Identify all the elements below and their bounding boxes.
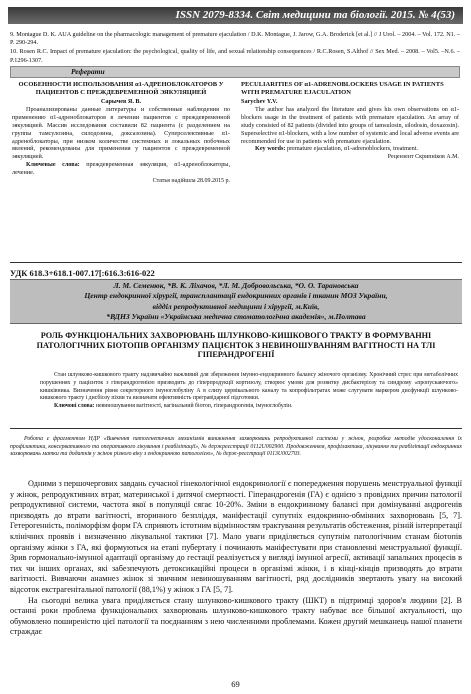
keywords-label: Ключові слова: <box>54 403 95 410</box>
abstract-en-keywords <box>241 145 459 153</box>
keywords-label: Ключевые слова: <box>26 160 80 168</box>
funding-note: Робота є фрагментом НДР «Вивчення патогенетичних механізмів виникнення захворювань репродуктивної системи у жінок, розробка методів удосконалення їх профілактики, консервативного та оперативного лікування і реабілітації», № держреєстрації 0112U002900. Продовженням, профілактика, лікування та реабілітації ендокринних захворювань матки та додатків у жінок різного віку з ендокринною патологією», № держ-реєстрації 0113U002703. <box>10 436 462 458</box>
keywords-value: невиношування вагітності, вагінальний біотоп, гіперандрогенія, імуноглобулін. <box>95 403 293 410</box>
keywords-label: Key words: <box>255 145 286 153</box>
affiliation-line: Центр ендокринної хірургії, трансплантації ендокринних органів і тканин МОЗ України, <box>84 291 388 301</box>
section-heading-label: Реферати <box>71 67 105 76</box>
abstract-ru-title: ОСОБЕННОСТИ ИСПОЛЬЗОВАНИЯ α1-АДРЕНОБЛОКАТОРОВ У ПАЦИЕНТОВ С ПРЕЖДЕВРЕМЕННОЙ ЭЯКУЛЯЦИЕЙ <box>18 81 224 96</box>
authors-affiliations <box>10 279 462 324</box>
abstract-ru <box>12 81 230 185</box>
keywords-value: преждевременная эякуляция, α1-адреноблокаторы, лечение. <box>12 160 230 176</box>
affiliation-line: *ВДНЗ України «Українська медична стоматологічна академія», м.Полтава <box>106 311 366 321</box>
journal-header-text: ISSN 2079-8334. Світ медицини та біології. 2015. № 4(53) <box>175 9 455 21</box>
article-title: РОЛЬ ФУНКЦІОНАЛЬНИХ ЗАХВОРЮВАНЬ ШЛУНКОВО-КИШКОВОГО ТРАКТУ В ФОРМУВАННІ ПАТОЛОГІЧНИХ БІОТОПІВ ОРГАНІЗМУ ПАЦІЄНТОК З НЕВИНОШУВАННЯМ ВАГІТНОСТІ НА ТЛІ ГІПЕРАНДРОГЕНІЇ <box>36 331 436 360</box>
section-heading-referaty <box>10 66 460 78</box>
reviewer: Рецензент Скрипніков А.М. <box>387 154 459 161</box>
reference-item: 10. Rosen R.C. Impact of premature ejaculation: the psychological, quality of life, and sexual relationship consequences / R.C.Rosen, S.Althof // Sex Med. – 2008. – Vol5. –N.6. – P.1296-1307. <box>10 48 460 64</box>
authors-line: Л. М. Семенюк, *В. К. Ліхачов, *Л. М. Добровольська, *О. О. Тарановська <box>113 281 359 290</box>
abstract-ua <box>40 372 458 411</box>
udk-code: УДК 618.3+618.1-007.17[:616.3:616-022 <box>10 268 155 278</box>
article-body <box>10 479 462 638</box>
divider <box>10 262 462 263</box>
abstract-en-author: Sarychev Y.V. <box>241 97 278 105</box>
abstract-en-title: PECULIARITIES OF α1-ADRENOBLOCKERS USAGE IN PATIENTS WITH PREMATURE EJACULATION <box>241 81 444 96</box>
reference-item: 9. Montague D. K. AUA guideline on the pharmacologic management of premature ejaculation / D.K. Montague, J. Jarow, G.A. Broderick [et al.] // J Urol. – 2004. – Vol. 172. N1. – P. 290-294. <box>10 31 460 47</box>
journal-header <box>8 7 463 24</box>
abstract-en-text: The author has analyzed the literature and gives his own observations on α1-blockers usage in the treatment of patients with premature ejaculation. An array of study consisted of 82 patients (divided into groups of tamsulosin, silodosin, doxazosin). Superselective α1-blockers, with a low number of systemic and local adverse events are recommended for use in patients with premature ejaculation. <box>241 106 459 145</box>
divider <box>10 428 462 429</box>
body-paragraph: Одними з першочергових завдань сучасної гінекологічної ендокринології є попередження порушень менструальної функції у жінок, репродуктивних втрат, материнської і дитячої смертності. Гіперандрогенія (ГА) є однією з провідних причин патології репродуктивної системи, частота якої в популяції сягає 10-20%. Зміни в ендокринному балансі при домінуванні андрогенів призводять до втрати вагітності, вторинного безпліддя, маніфестації супутніх ендокринно-обмінних захворювань [5, 7]. Гетерогенність, поліморфізм форм ГА сприяють істотним відмінностям трактування результатів обстеження, різній інтерпретації клінічних проявів і визначенню лікувальної тактики [7]. Мало уваги приділяється супутнім патологічним станам біотопів організму жінки з ГА, які формуються на етапі пубертату і починають маніфестувати при становленні менструальної функції. Зрив гормонально-імунної адаптації організму до гестації реалізується у вигляді імунної агресії, активації запальних процесів в тих чи інших органах, які забезпечують детоксикаційні процеси в організмі жінки, і в кінці-кінців призводять до втрати вагітності. Вивчаючи анамнез жінок зі звичним невиношуванням вагітності, ряд дослідників звертають увагу на високий відсоток екстрагенітальної патології (88,1%) у жінок з ГА [5, 7]. <box>10 479 462 594</box>
abstract-en <box>241 81 459 162</box>
reference-list <box>10 31 460 66</box>
abstract-ru-author: Сарычев Я. В. <box>100 97 142 105</box>
received-date: Статья надійшла 28.09.2015 р. <box>152 177 230 184</box>
abstract-ru-text: Проанализированы данные литературы и собственные наблюдения по применению α1-адреноблокаторов в лечении пациентов с преждевременной эякуляцией. Массив исследования составили 82 пациента (с разделением на группы тамсулозина, силодозина, доксазозина). Суперселективные α1-адреноблокаторы, при низком количестве системных и локальных побочных явлений, рекомендованы для применения у пациентов с преждевременной эякуляцией. <box>12 106 230 161</box>
keywords-value: premature ejaculation, α1-adrenoblockers, treatment. <box>286 145 419 153</box>
abstract-ua-keywords <box>40 403 458 411</box>
body-paragraph: На сьогодні велика увага приділяється стану шлунково-кишкового тракту (ШКТ) в підтримці здоров'я людини [2]. В останні роки проблема функціональних захворювань шлунково-кишкового тракту набуває все більшої актуальності, що обумовлено поширеністю цієї патології та поєднанням з нею численними проблемами. Кожен другий мешканець нашої планети страждає <box>10 595 462 637</box>
affiliation-line: відділ репродуктивної медицини і хірургії, м.Київ, <box>152 301 320 311</box>
abstract-ru-keywords <box>12 161 230 177</box>
abstract-ua-text: Стан шлунково-кишкового тракту надзвичайно важливий для збереження імунно-ендокринного балансу жіночого організму. Хронічний стрес при метаболічних порушеннях у пацієнток з гіперандрогенією призводить до гіперпродукції кортизолу, створює умови для розвитку дисбактеріозу та синдрому «пропускаючого» кишківника. Визначення рівня секреторного імуноглобуліну А в слизу цервікального каналу та копрофільтратах може слугувати маркером дисфункції шлунково-кишкового тракту і дисбіозу піхви та визначати ефективність прегравідарної підготовки. <box>40 372 458 402</box>
page-number: 69 <box>231 679 240 689</box>
